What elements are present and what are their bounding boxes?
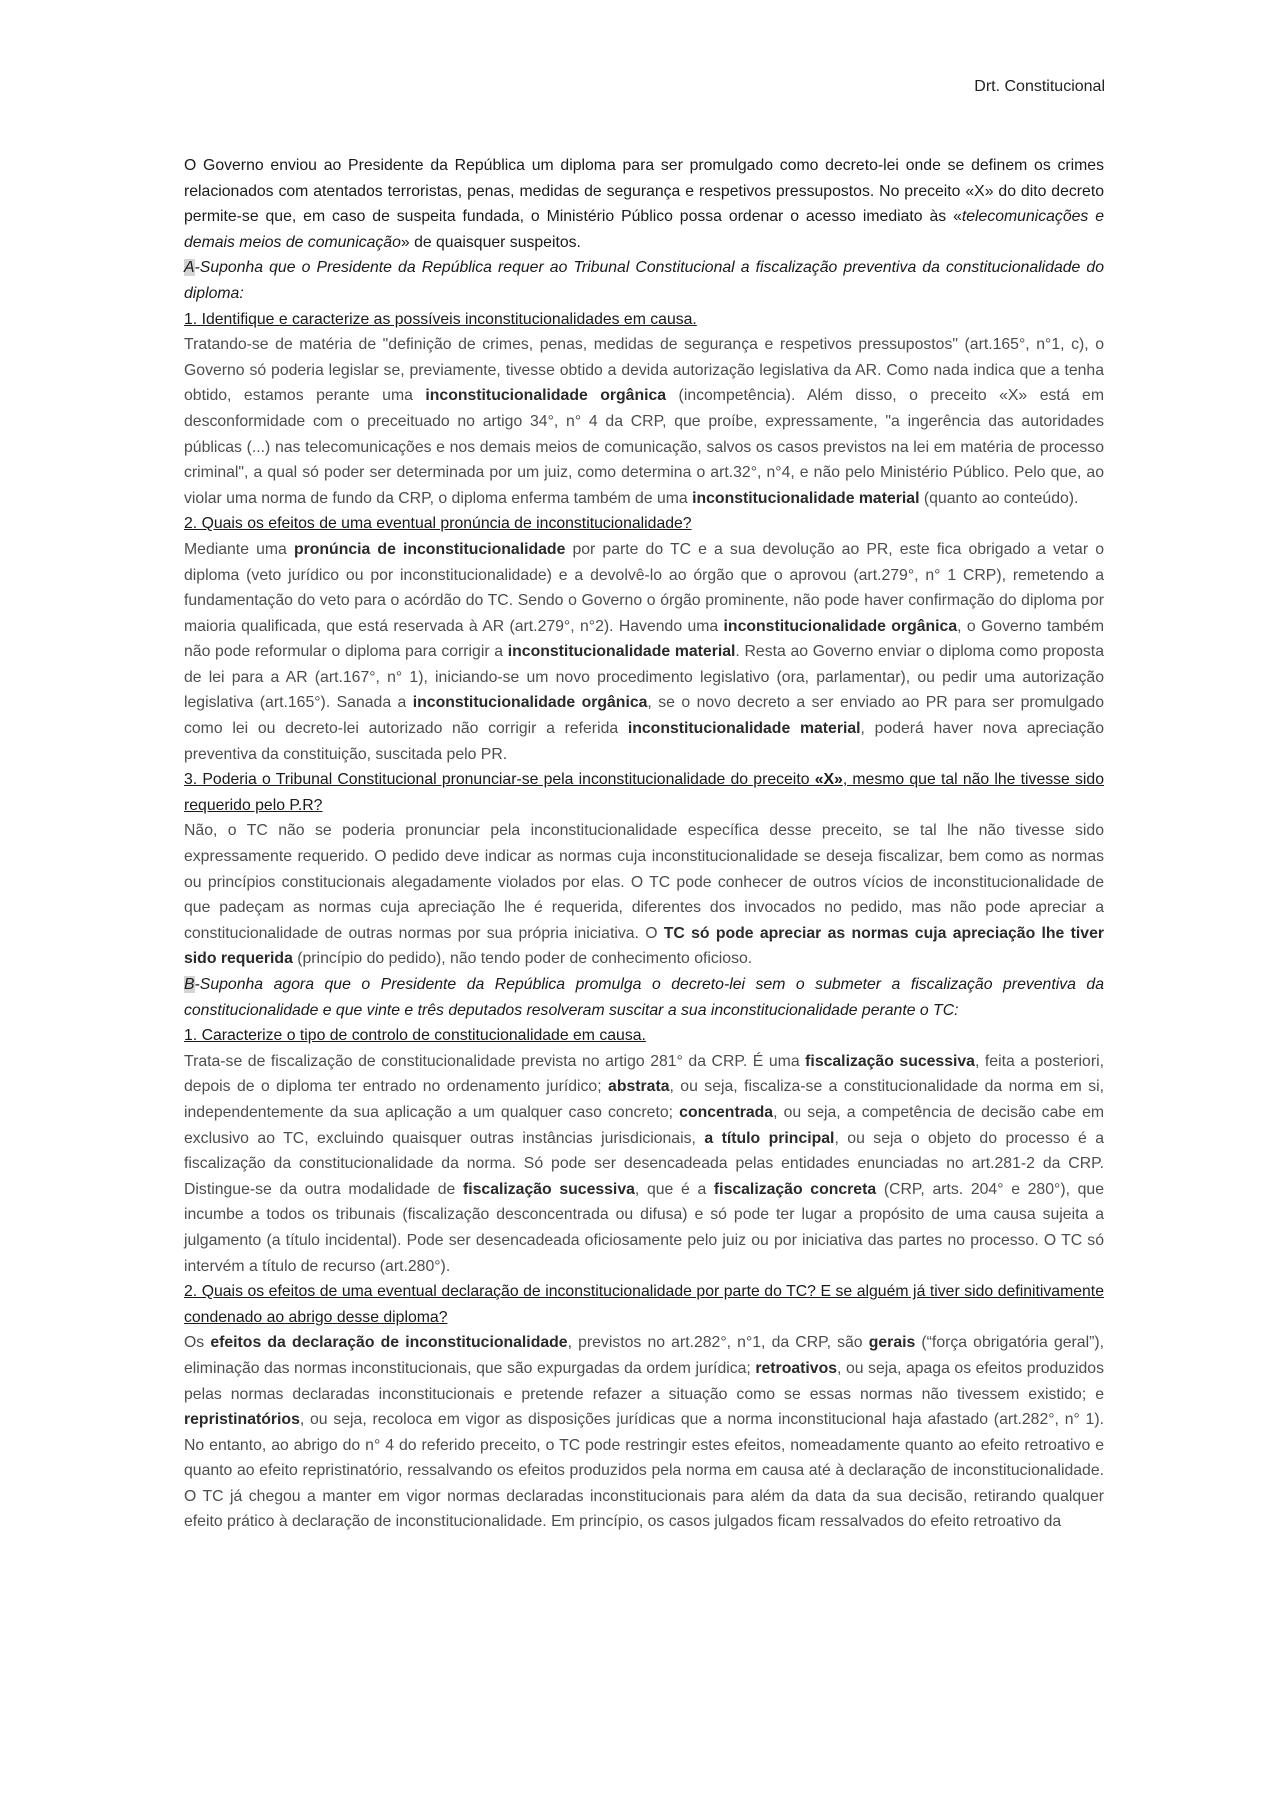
part-a-prompt: A-Suponha que o Presidente da República requer ao Tribunal Constitucional a fiscalização preventiva da constitucionalidade do diploma: bbox=[184, 259, 1104, 302]
intro-paragraph: O Governo enviou ao Presidente da República um diploma para ser promulgado como decreto-lei onde se definem os crimes relacionados com atentados terroristas, penas, medidas de segurança e respetivos pressupostos. No preceito «X» do dito decreto permite-se que, em caso de suspeita fundada, o Ministério Público possa ordenar o acesso imediato às «telecomunicações e demais meios de comunicação» de quaisquer suspeitos. bbox=[184, 157, 1104, 251]
part-a-answer-3: Não, o TC não se poderia pronunciar pela inconstitucionalidade específica desse preceito, se tal lhe não tivesse sido expressamente requerido. O pedido deve indicar as normas cuja inconstitucionalidade se deseja fiscalizar, bem como as normas ou princípios constitucionais alegadamente violados por elas. O TC pode conhecer de outros vícios de inconstitucionalidade de que padeçam as normas cuja apreciação lhe é requerida, diferentes dos invocados no pedido, mas não pode apreciar a constitucionalidade de outras normas por sua própria iniciativa. O TC só pode apreciar as normas cuja apreciação lhe tiver sido requerida (princípio do pedido), não tendo poder de conhecimento oficioso. bbox=[184, 822, 1104, 968]
part-a-letter: A bbox=[184, 259, 195, 277]
part-a-question-3: 3. Poderia o Tribunal Constitucional pronunciar-se pela inconstitucionalidade do preceito «X», mesmo que tal não lhe tivesse sido requerido pelo P.R? bbox=[184, 771, 1104, 814]
part-a-question-1: 1. Identifique e caracterize as possíveis inconstitucionalidades em causa. bbox=[184, 310, 697, 328]
page-header: Drt. Constitucional bbox=[974, 78, 1105, 95]
part-a-answer-2: Mediante uma pronúncia de inconstitucionalidade por parte do TC e a sua devolução ao PR, este fica obrigado a vetar o diploma (veto jurídico ou por inconstitucionalidade) e a devolvê-lo ao órgão que o aprovou (art.279°, n° 1 CRP), remetendo a fundamentação do veto para o acórdão do TC. Sendo o Governo o órgão prominente, não pode haver confirmação do diploma por maioria qualificada, que está reservada à AR (art.279°, n°2). Havendo uma inconstitucionalidade orgânica, o Governo também não pode reformular o diploma para corrigir a inconstitucionalidade material. Resta ao Governo enviar o diploma como proposta de lei para a AR (art.167°, n° 1), iniciando-se um novo procedimento legislativo (ora, parlamentar), ou pedir uma autorização legislativa (art.165°). Sanada a inconstitucionalidade orgânica, se o novo decreto a ser enviado ao PR para ser promulgado como lei ou decreto-lei autorizado não corrigir a referida inconstitucionalidade material, poderá haver nova apreciação preventiva da constituição, suscitada pelo PR. bbox=[184, 540, 1105, 763]
document-body bbox=[184, 153, 1104, 1535]
part-b-question-2: 2. Quais os efeitos de uma eventual declaração de inconstitucionalidade por parte do TC? E se alguém já tiver sido definitivamente condenado ao abrigo desse diploma? bbox=[184, 1283, 1104, 1326]
part-b-letter: B bbox=[184, 976, 195, 993]
part-b-answer-2: Os efeitos da declaração de inconstitucionalidade, previstos no art.282°, n°1, da CRP, são gerais (“força obrigatória geral”), eliminação das normas inconstitucionais, que são expurgadas da ordem jurídica; retroativos, ou seja, apaga os efeitos produzidos pelas normas declaradas inconstitucionais e pretende refazer a situação como se essas normas não tivessem existido; e repristinatórios, ou seja, recoloca em vigor as disposições jurídicas que a norma inconstitucional haja afastado (art.282°, n° 1). No entanto, ao abrigo do n° 4 do referido preceito, o TC pode restringir estes efeitos, nomeadamente quanto ao efeito retroativo e quanto ao efeito repristinatório, ressalvando os efeitos produzidos pela norma em causa até à declaração de inconstitucionalidade. O TC já chegou a manter em vigor normas declaradas inconstitucionais para além da data da sua decisão, retirando qualquer efeito prático à declaração de inconstitucionalidade. Em princípio, os casos julgados ficam ressalvados do efeito retroativo da bbox=[184, 1334, 1104, 1531]
part-a-question-2: 2. Quais os efeitos de uma eventual pronúncia de inconstitucionalidade? bbox=[184, 515, 692, 533]
part-b-question-1: 1. Caracterize o tipo de controlo de constitucionalidade em causa. bbox=[184, 1027, 646, 1045]
part-b-answer-1: Trata-se de fiscalização de constitucionalidade prevista no artigo 281° da CRP. É uma fiscalização sucessiva, feita a posteriori, depois de o diploma ter entrado no ordenamento jurídico; abstrata, ou seja, fiscaliza-se a constitucionalidade da norma em si, independentemente da sua aplicação a um qualquer caso concreto; concentrada, ou seja, a competência de decisão cabe em exclusivo ao TC, excluindo quaisquer outras instâncias jurisdicionais, a título principal, ou seja o objeto do processo é a fiscalização da constitucionalidade da norma. Só pode ser desencadeada pelas entidades enunciadas no art.281-2 da CRP. Distingue-se da outra modalidade de fiscalização sucessiva, que é a fiscalização concreta (CRP, arts. 204° e 280°), que incumbe a todos os tribunais (fiscalização desconcentrada ou difusa) e só pode ter lugar a propósito de uma causa sujeita a julgamento (a título incidental). Pode ser desencadeada oficiosamente pelo juiz ou por iniciativa das partes no processo. O TC só intervém a título de recurso (art.280°). bbox=[184, 1052, 1105, 1275]
part-a-answer-1: Tratando-se de matéria de "definição de crimes, penas, medidas de segurança e respetivos pressupostos" (art.165°, n°1, c), o Governo só poderia legislar se, previamente, tivesse obtido a devida autorização legislativa da AR. Como nada indica que a tenha obtido, estamos perante uma inconstitucionalidade orgânica (incompetência). Além disso, o preceito «X» está em desconformidade com o preceituado no artigo 34°, n° 4 da CRP, que proíbe, expressamente, "a ingerência das autoridades públicas (...) nas telecomunicações e nos demais meios de comunicação, salvos os casos previstos na lei em matéria de processo criminal", a qual só poder ser determinada por um juiz, como determina o art.32°, n°4, e não pelo Ministério Público. Pelo que, ao violar uma norma de fundo da CRP, o diploma enferma também de uma inconstitucionalidade material (quanto ao conteúdo). bbox=[184, 336, 1104, 507]
part-b-prompt: B-Suponha agora que o Presidente da República promulga o decreto-lei sem o submeter a fiscalização preventiva da constitucionalidade e que vinte e três deputados resolveram suscitar a sua inconstitucionalidade perante o TC: bbox=[184, 976, 1104, 1019]
